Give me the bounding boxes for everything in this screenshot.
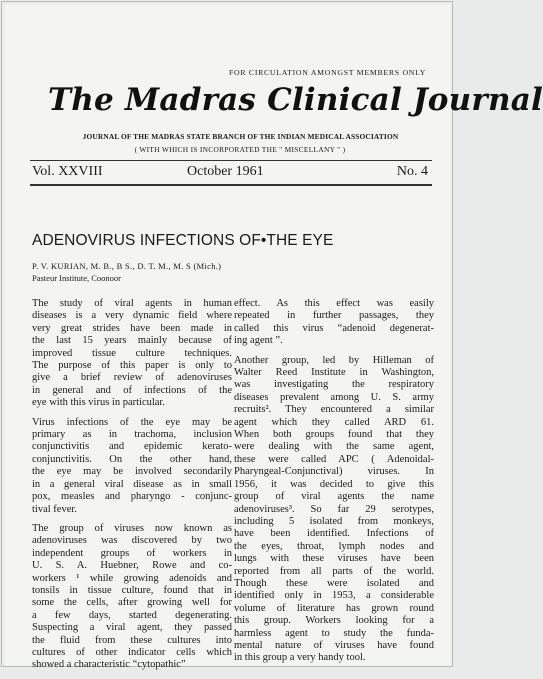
text-line: cultures of other indicator cells which [32,646,232,658]
text-line: the eyes, throat, lymph nodes and [234,540,434,552]
text-line: the fluid from these cultures into [32,634,232,646]
circulation-notice: FOR CIRCULATION AMONGST MEMBERS ONLY [229,68,427,77]
text-line: lungs with these viruses have been [234,553,434,565]
text-line: harmless agent to study the funda- [234,627,434,639]
text-line: reported from all parts of the world. [234,565,434,577]
journal-incorporation-note: ( WITH WHICH IS INCORPORATED THE " MISCELLANY " ) [134,145,346,154]
text-line: in a general viral disease as in small [32,478,232,490]
text-line: tonsils in tissue culture, found that in [32,584,232,596]
paragraph [32,417,232,516]
text-line: eye with this virus in particular. [32,397,165,409]
text-line: Pharyngeal-Conjunctival) viruses. In [234,466,434,478]
text-line: U. S. A. Huebner, Rowe and co- [32,560,232,572]
text-line: the eye may be involved secondarily [32,466,232,478]
text-line: repeated in further passages, they [234,310,434,322]
text-line: called this virus “adenoid degenerat- [234,322,434,334]
text-line: independent groups of workers in [32,547,232,559]
issue-date: October 1961 [187,164,264,179]
paragraph [32,298,232,410]
text-line: pox, measles and pharyngo - conjunc- [32,491,232,503]
text-line: Walter Reed Institute in Washington, [234,367,434,379]
text-line: including 5 isolated from monkeys, [234,515,434,527]
text-line: ing agent ”. [234,335,283,347]
paragraph [32,523,232,672]
text-line: mental nature of viruses have found [234,639,434,651]
text-line: adenoviruses was discovered by two [32,535,232,547]
text-line: workers ¹ while growing adenoids and [32,572,232,584]
text-line: Another group, led by Hilleman of [234,354,434,366]
text-line: improved tissue culture techniques. [32,347,232,359]
text-line: Though these were isolated and [234,577,434,589]
volume-label: Vol. XXVIII [32,164,103,179]
journal-title: The Madras Clinical Journal [48,82,543,118]
text-line: tival fever. [32,503,77,515]
text-line: the last 15 years mainly because of [32,335,232,347]
text-line: showed a characteristic “cytopathic” [32,659,186,671]
text-line: effect. As this effect was easily [234,298,434,309]
issue-line [32,164,430,184]
text-line: were dealing with the same agent, [234,441,434,453]
text-line: primary as in trachoma, inclusion [32,429,232,441]
text-line: agent which they called ARD 61. [234,416,434,428]
text-line: some the cells, after growing well for [32,597,232,609]
text-line: The purpose of this paper is only to [32,360,232,372]
masthead-rule-top [30,160,432,161]
text-line: diseases prevalent among U. S. army [234,391,434,403]
author-institute: Pasteur Institute, Coonoor [32,273,122,283]
text-line: conjunctivitis and epidemic kerato- [32,441,232,453]
text-line: give a brief review of adenoviruses [32,372,232,384]
text-line: a few days, started degenerating. [32,609,232,621]
text-line: adenoviruses³. So far 29 serotypes, [234,503,434,515]
text-line: The study of viral agents in human [32,298,232,309]
article-column-left [32,298,232,679]
journal-subtitle: JOURNAL OF THE MADRAS STATE BRANCH OF THE INDIAN MEDICAL ASSOCIATION [82,132,399,141]
text-line: these were called APC ( Adenoidal- [234,453,434,465]
text-line: Virus infections of the eye may be [32,416,232,428]
text-line: When both groups found that they [234,429,434,441]
text-line: recruits². They encountered a similar [234,404,434,416]
issue-number: No. 4 [396,164,428,179]
text-line: conjunctivitis. On the other hand, [32,453,232,465]
text-line: diseases is a very dynamic field where [32,310,232,322]
text-line: have been identified. Infections of [234,528,434,540]
text-line: group of viral agents the name [234,491,434,503]
text-line: volume of literature has grown round [234,602,434,614]
paragraph [234,298,434,348]
masthead-rule-bottom [30,184,432,186]
text-line: Suspecting a viral agent, they passed [32,622,232,634]
text-line: in general and of infections of the [32,384,232,396]
paragraph [234,355,434,665]
text-line: was investigating the respiratory [234,379,434,391]
text-line: this group. Workers looking for a [234,615,434,627]
text-line: The group of viruses now known as [32,522,232,534]
article-column-right [234,298,434,672]
text-line: identified only in 1953, a considerable [234,590,434,602]
article-title: ADENOVIRUS INFECTIONS OF•THE EYE [32,232,334,249]
text-line: 1956, it was decided to give this [234,478,434,490]
text-line: very great strides have been made in [32,322,232,334]
text-line: in this group a very handy tool. [234,652,366,664]
article-author: P. V. KURIAN, M. B., B S., D. T. M., M. S (Mich.) [32,261,222,271]
